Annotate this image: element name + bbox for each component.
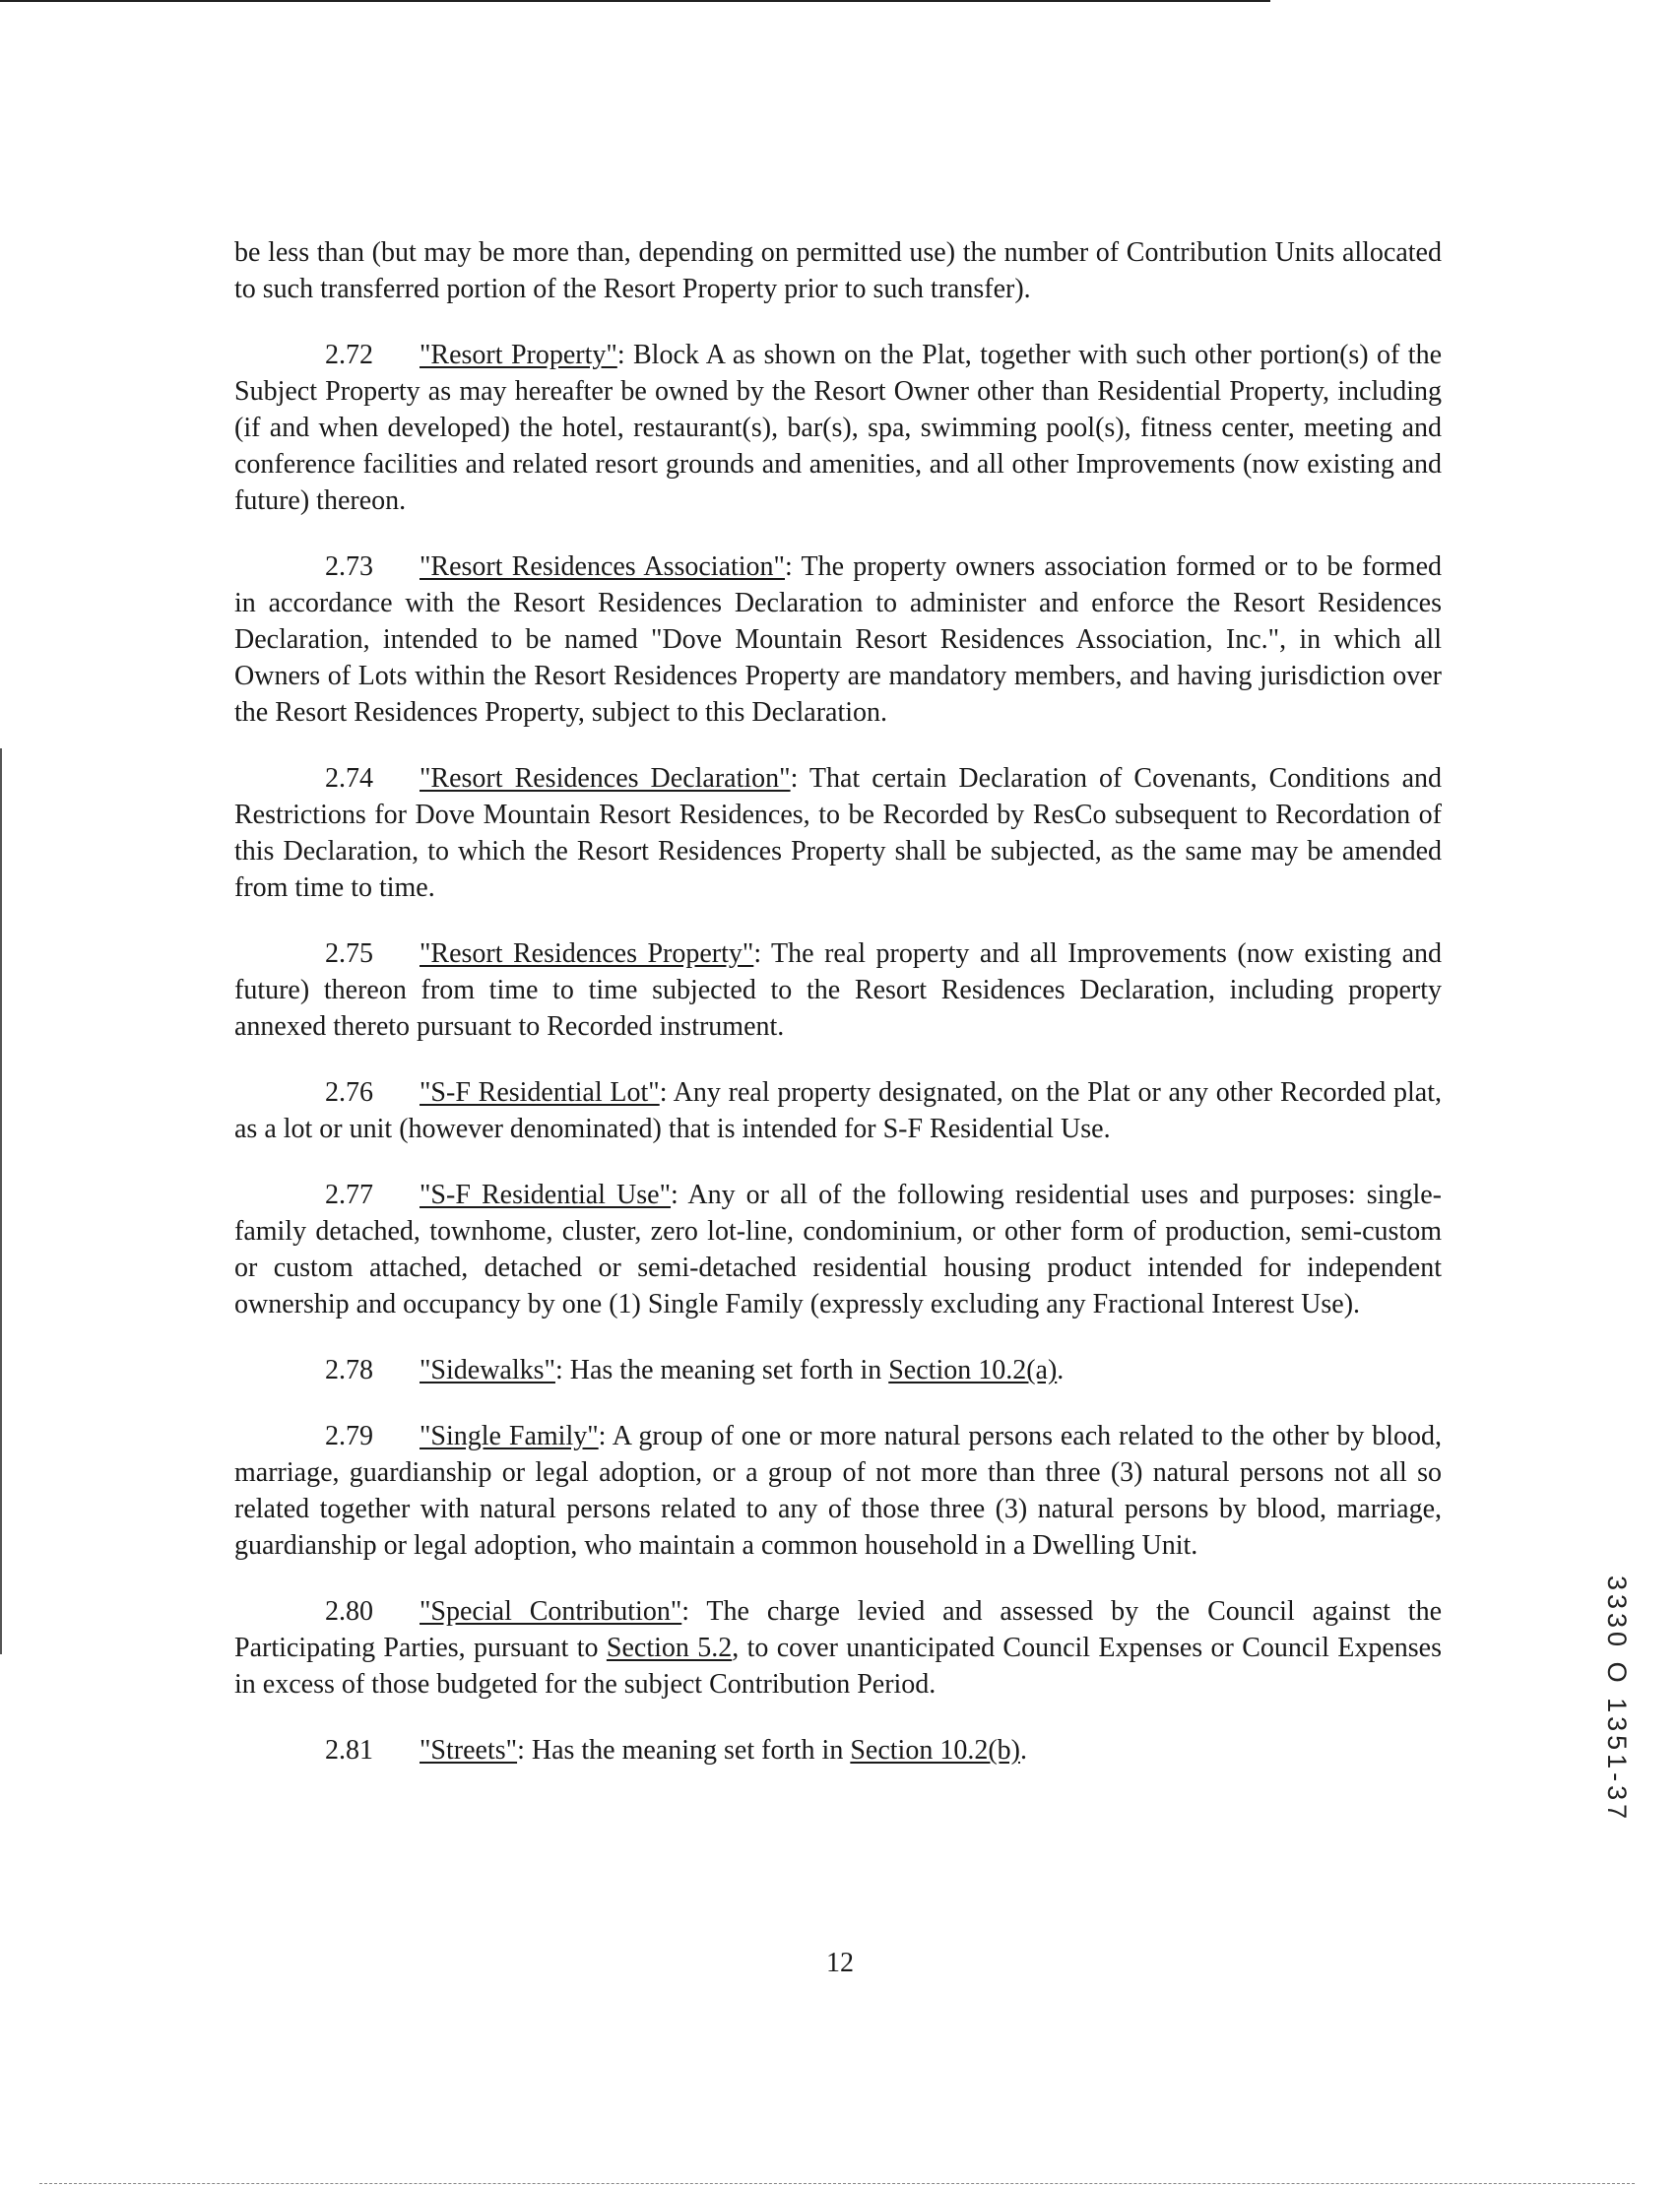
term-separator: :	[753, 938, 762, 969]
section-number: 2.78	[325, 1355, 373, 1385]
section-number: 2.73	[325, 551, 373, 582]
defined-term: "Single Family"	[420, 1421, 599, 1451]
term-separator: :	[671, 1180, 678, 1210]
section-number: 2.72	[325, 340, 373, 370]
defined-term: "Special Contribution"	[420, 1596, 682, 1627]
definition-text: The real property and all Improvements (now existing and future) thereon from time to time subjected to the Resort Residences Declaration, including property annexed thereto pursuant to Recorded instrument.	[234, 938, 1442, 1042]
defined-term: "Resort Residences Declaration"	[420, 763, 791, 794]
definition-text: Any real property designated, on the Plat or any other Recorded plat, as a lot or unit (however denominated) that is intended for S-F Residential Use.	[234, 1077, 1443, 1144]
defined-term: "Sidewalks"	[420, 1355, 555, 1385]
term-separator: :	[790, 763, 799, 794]
section-2-72	[234, 337, 1442, 519]
term-separator: :	[598, 1421, 607, 1451]
recording-stamp-text: 3330 O 1351-37	[1602, 1576, 1632, 1824]
definition-text: Has the meaning set forth in	[562, 1355, 889, 1385]
section-2-73	[234, 548, 1442, 731]
section-2-78	[234, 1352, 1442, 1388]
section-cross-reference: Section 10.2(b)	[850, 1735, 1020, 1766]
section-2-75	[234, 935, 1442, 1045]
defined-term: "S-F Residential Use"	[420, 1180, 672, 1210]
defined-term: "S-F Residential Lot"	[420, 1077, 660, 1108]
term-separator: :	[517, 1735, 525, 1766]
term-separator: :	[659, 1077, 668, 1108]
section-cross-reference: Section 5.2	[606, 1633, 733, 1663]
section-2-74	[234, 760, 1442, 906]
definition-text: Has the meaning set forth in	[524, 1735, 851, 1766]
lead-paragraph: be less than (but may be more than, depending on permitted use) the number of Contribution Units allocated to such transferred portion of the Resort Property prior to such transfer).	[234, 237, 1442, 304]
section-number: 2.74	[325, 763, 373, 794]
defined-term: "Resort Residences Association"	[420, 551, 785, 582]
section-number: 2.75	[325, 938, 373, 969]
page-number: 12	[826, 1948, 854, 1978]
section-number: 2.79	[325, 1421, 373, 1451]
defined-term: "Streets"	[420, 1735, 518, 1766]
scan-bottom-edge	[39, 2183, 1635, 2184]
definition-text-end: .	[1019, 1735, 1027, 1766]
defined-term: "Resort Property"	[420, 340, 617, 370]
definition-text: Any or all of the following residential uses and purposes: single-family detached, townhome, cluster, zero lot-line, condominium, or other form of production, semi-custom or custom attached, detached or semi-detached residential housing product intended for independent ownership and occupancy by one (1) Single Family (expressly excluding any Fractional Interest Use).	[234, 1180, 1442, 1319]
term-separator: :	[554, 1355, 563, 1385]
definition-text-end: , to cover unanticipated Council Expenses or Council Expenses in excess of those budgeted for the subject Contribution Period.	[234, 1633, 1442, 1700]
definition-text: A group of one or more natural persons each related to the other by blood, marriage, guardianship or legal adoption, or a group of not more than three (3) natural persons not all so related together with natural persons related to any of those three (3) natural persons by blood, marriage, guardianship or legal adoption, who maintain a common household in a Dwelling Unit.	[234, 1421, 1442, 1561]
section-number: 2.80	[325, 1596, 373, 1627]
definition-text: That certain Declaration of Covenants, Conditions and Restrictions for Dove Mountain Resort Residences, to be Recorded by ResCo subsequent to Recordation of this Declaration, to which the Resort Residences Property shall be subjected, as the same may be amended from time to time.	[234, 763, 1442, 903]
section-2-79	[234, 1418, 1442, 1564]
section-2-77	[234, 1177, 1442, 1322]
definition-text: The charge levied and assessed by the Council against the Participating Parties, pursuant to	[234, 1596, 1442, 1663]
definition-text: Block A as shown on the Plat, together with such other portion(s) of the Subject Property as may hereafter be owned by the Resort Owner other than Residential Property, including (if and when developed) the hotel, restaurant(s), bar(s), spa, swimming pool(s), fitness center, meeting and conference facilities and related resort grounds and amenities, and all other Improvements (now existing and future) thereon.	[234, 340, 1442, 516]
scan-left-edge	[0, 748, 2, 1654]
section-2-80	[234, 1593, 1442, 1703]
section-2-76	[234, 1074, 1442, 1147]
term-separator: :	[785, 551, 793, 582]
page-body	[234, 234, 1442, 1798]
section-cross-reference: Section 10.2(a)	[888, 1355, 1058, 1385]
recording-stamp	[1600, 1576, 1640, 1871]
section-number: 2.81	[325, 1735, 373, 1766]
section-2-81	[234, 1732, 1442, 1769]
definition-text-end: .	[1057, 1355, 1065, 1385]
section-number: 2.77	[325, 1180, 373, 1210]
term-separator: :	[681, 1596, 690, 1627]
definition-text: The property owners association formed or to be formed in accordance with the Resort Residences Declaration to administer and enforce the Resort Residences Declaration, intended to be named "Dove Mountain Resort Residences Association, Inc.", in which all Owners of Lots within the Resort Residences Property are mandatory members, and having jurisdiction over the Resort Residences Property, subject to this Declaration.	[234, 551, 1443, 728]
section-number: 2.76	[325, 1077, 373, 1108]
scan-top-edge	[0, 0, 1270, 2]
term-separator: :	[616, 340, 625, 370]
defined-term: "Resort Residences Property"	[420, 938, 754, 969]
